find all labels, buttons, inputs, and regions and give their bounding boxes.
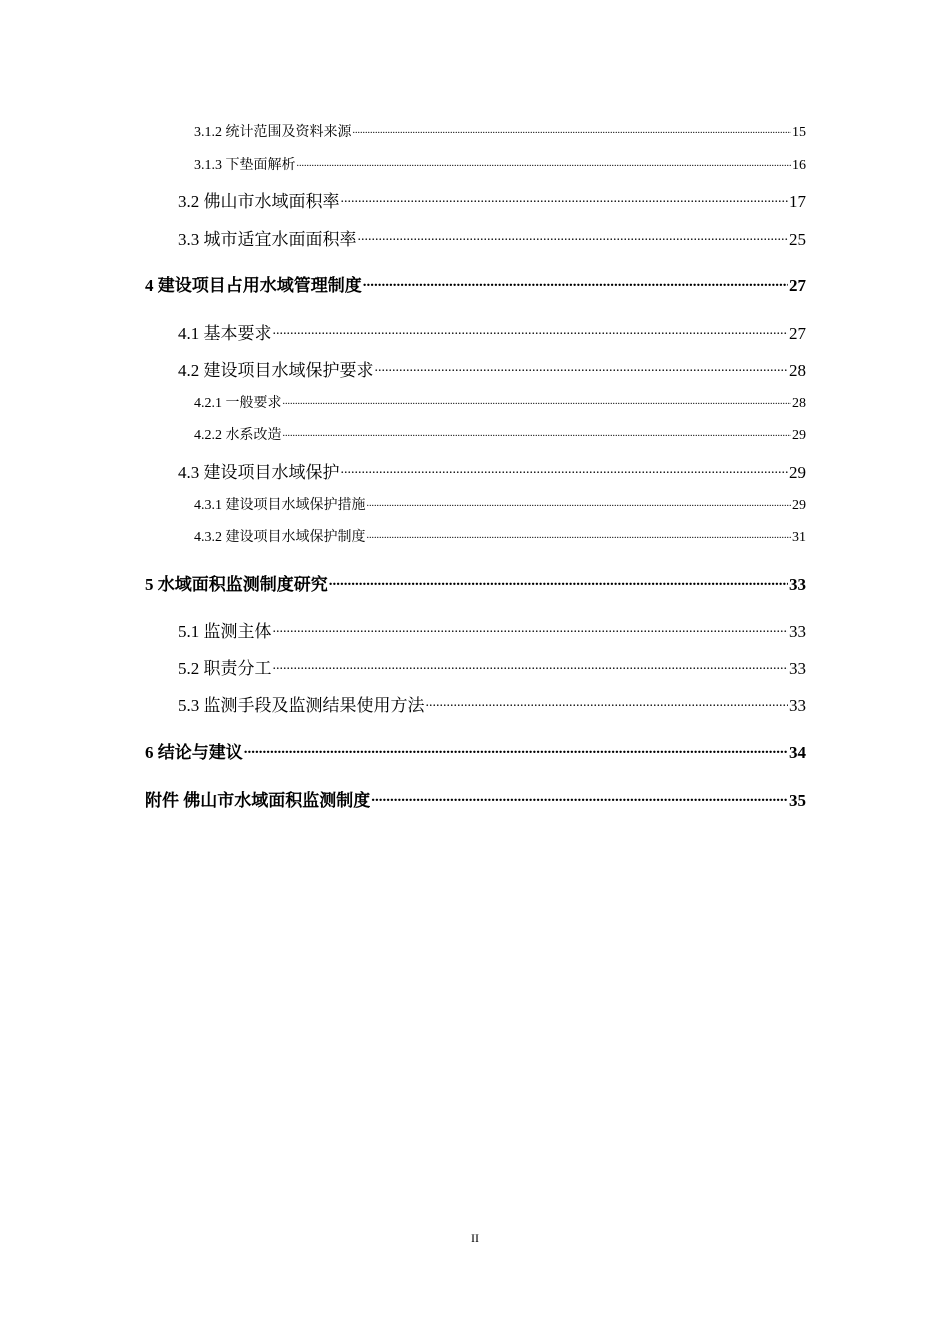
- toc-entry[interactable]: [194, 424, 806, 444]
- toc-entry-label: 3.2 佛山市水域面积率: [178, 192, 340, 211]
- toc-entry-label: 3.1.3 下垫面解析: [194, 158, 296, 173]
- toc-dot-leader: [341, 461, 789, 478]
- toc-dot-leader: [375, 359, 789, 376]
- toc-entry[interactable]: [194, 121, 806, 141]
- toc-entry[interactable]: [178, 356, 806, 381]
- toc-chapter-entry[interactable]: [145, 570, 806, 595]
- toc-dot-leader: [329, 573, 788, 590]
- toc-dot-leader: [367, 527, 792, 541]
- page-number: II: [471, 1231, 479, 1245]
- toc-entry-label: 3.1.2 统计范围及资料来源: [194, 125, 352, 140]
- toc-entry-page: 33: [789, 622, 806, 641]
- toc-entry-page: 16: [792, 158, 806, 173]
- toc-dot-leader: [283, 425, 792, 439]
- toc-dot-leader: [283, 393, 792, 407]
- toc-entry[interactable]: [178, 319, 806, 344]
- toc-entry[interactable]: [178, 458, 806, 483]
- toc-chapter-entry[interactable]: [145, 271, 806, 296]
- toc-entry[interactable]: [178, 187, 806, 212]
- toc-dot-leader: [244, 741, 788, 758]
- toc-entry[interactable]: [194, 392, 806, 412]
- toc-entry-page: 17: [789, 192, 806, 211]
- toc-entry-label: 4.3.1 建设项目水域保护措施: [194, 498, 366, 513]
- toc-entry[interactable]: [194, 494, 806, 514]
- toc-chapter-entry[interactable]: [145, 786, 806, 811]
- toc-entry-label: 3.3 城市适宜水面面积率: [178, 230, 357, 249]
- toc-dot-leader: [426, 694, 789, 711]
- toc-entry-label: 5.1 监测主体: [178, 622, 272, 641]
- toc-dot-leader: [358, 228, 789, 245]
- toc-entry-label: 附件 佛山市水域面积监测制度: [145, 791, 371, 810]
- toc-entry-page: 15: [792, 125, 806, 140]
- toc-entry-label: 4.2.2 水系改造: [194, 428, 282, 443]
- toc-entry-label: 4.2 建设项目水域保护要求: [178, 361, 374, 380]
- toc-entry-page: 25: [789, 230, 806, 249]
- toc-entry-page: 29: [792, 428, 806, 443]
- toc-chapter-entry[interactable]: [145, 738, 806, 763]
- toc-entry[interactable]: [194, 526, 806, 546]
- toc-entry-page: 27: [789, 276, 806, 295]
- toc-entry-page: 34: [789, 743, 806, 762]
- toc-dot-leader: [371, 789, 788, 806]
- toc-entry-page: 33: [789, 575, 806, 594]
- toc-dot-leader: [341, 190, 789, 207]
- toc-dot-leader: [273, 657, 789, 674]
- toc-entry-label: 4.1 基本要求: [178, 324, 272, 343]
- toc-entry-label: 6 结论与建议: [145, 743, 243, 762]
- toc-entry-page: 27: [789, 324, 806, 343]
- toc-dot-leader: [273, 322, 789, 339]
- toc-entry[interactable]: [178, 654, 806, 679]
- toc-entry[interactable]: [178, 691, 806, 716]
- toc-entry-label: 5 水域面积监测制度研究: [145, 575, 328, 594]
- toc-dot-leader: [367, 495, 792, 509]
- toc-entry[interactable]: [194, 154, 806, 174]
- toc-entry[interactable]: [178, 617, 806, 642]
- toc-entry[interactable]: [178, 225, 806, 250]
- toc-entry-page: 33: [789, 696, 806, 715]
- toc-dot-leader: [363, 274, 788, 291]
- toc-entry-page: 33: [789, 659, 806, 678]
- toc-dot-leader: [297, 155, 792, 169]
- toc-dot-leader: [353, 122, 792, 136]
- toc-entry-label: 4 建设项目占用水域管理制度: [145, 276, 362, 295]
- toc-entry-page: 31: [792, 530, 806, 545]
- toc-entry-label: 4.2.1 一般要求: [194, 396, 282, 411]
- toc-entry-page: 29: [789, 463, 806, 482]
- toc-entry-page: 29: [792, 498, 806, 513]
- toc-entry-page: 28: [792, 396, 806, 411]
- toc-entry-label: 5.2 职责分工: [178, 659, 272, 678]
- toc-entry-page: 35: [789, 791, 806, 810]
- toc-entry-label: 5.3 监测手段及监测结果使用方法: [178, 696, 425, 715]
- toc-entry-label: 4.3.2 建设项目水域保护制度: [194, 530, 366, 545]
- toc-entry-label: 4.3 建设项目水域保护: [178, 463, 340, 482]
- toc-dot-leader: [273, 620, 789, 637]
- toc-entry-page: 28: [789, 361, 806, 380]
